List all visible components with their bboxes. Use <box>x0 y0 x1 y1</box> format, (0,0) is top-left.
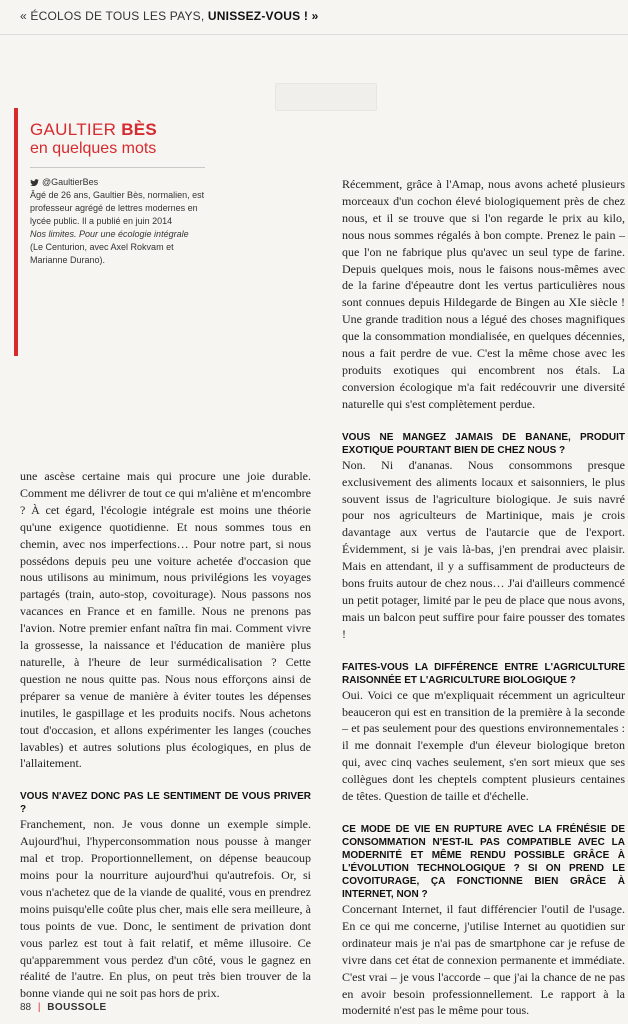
profile-accent-bar <box>14 108 18 356</box>
profile-name <box>30 120 210 139</box>
footer-separator: | <box>37 1002 41 1013</box>
left-column <box>20 468 311 1002</box>
answer-paragraph: Franchement, non. Je vous donne un exemple simple. Aujourd'hui, l'hyperconsommation nous pousse à manger mal et trop. Proportionnellement, on dépense beaucoup moins pour la nourriture aujourd'hui qu'autrefois. Or, si vous n'achetez que de la viande de qualité, vous en prendrez moins puisqu'elle coûte plus cher, mais elle sera meilleure, à tous points de vue. Donc, le sentiment de privation dont vous parlez est tout à fait relatif, et même illusoire. Ce qu'apparemment vous perdez d'un côté, vous le gagnez en réalité de l'autre. En plus, on peut très bien trouver de la bonne viande qui ne soit pas hors de prix. <box>20 817 311 1001</box>
profile-subtitle: en quelques mots <box>30 140 157 157</box>
question-heading: CE MODE DE VIE EN RUPTURE AVEC LA FRÉNÉSIE DE CONSOMMATION N'EST-IL PAS COMPATIBLE AVEC LA MODERNITÉ ET MÊME RENDU POSSIBLE GRÂCE À L'ÉVOLUTION TECHNOLOGIQUE ? SI ON PREND LE COVOITURAGE, ÇA FONCTIONNE BIEN GRÂCE À INTERNET, NON ? <box>342 824 625 900</box>
profile-bio-publisher: (Le Centurion, avec Axel Rokvam et Marianne Durano). <box>30 242 174 265</box>
twitter-handle: @GaultierBes <box>42 177 99 187</box>
profile-box <box>30 120 210 267</box>
profile-bio <box>30 189 210 267</box>
page-footer <box>20 1002 107 1013</box>
answer-paragraph: Concernant Internet, il faut différencier l'outil de l'usage. En ce qui me concerne, j'utilise Internet au quotidien sur ordinateur mais je n'ai pas de smartphone car je refuse de vivre dans cet état de connexion permanente et immédiate. C'est vrai – je vous l'accorde – que j'ai la chance de ne pas en avoir besoin professionnellement. Le rapport à la modernité n'est pas le même pour tous. <box>342 902 625 1018</box>
answer-paragraph: Non. Ni d'ananas. Nous consommons presque exclusivement des aliments locaux et saisonniers, le plus souvent issus de l'agriculture biologique. Je suis navré pour nos agriculteurs de Martinique, mais je crois davantage aux vertus de l'autarcie que de l'export. Évidemment, si je vais là-bas, j'en prendrai avec plaisir. Mais en attendant, il y a suffisamment de producteurs de bons fruits autour de chez nous… J'ai d'ailleurs commencé un petit potager, limité par le peu de place que nous avons, mais un balcon peut suffire pour faire pousser des tomates ! <box>342 457 625 641</box>
twitter-handle-line <box>30 176 210 189</box>
magazine-name: BOUSSOLE <box>47 1002 107 1013</box>
profile-divider <box>30 167 205 168</box>
bleed-through-title <box>192 138 622 172</box>
running-head-bold: UNISSEZ-VOUS ! » <box>207 9 319 23</box>
paragraph: Récemment, grâce à l'Amap, nous avons acheté plusieurs morceaux d'un cochon élevé biologiquement près de chez nous, et il se trouve que si l'on regarde le prix au kilo, nous nous sommes régalés à bon compte. Prenez le pain – que l'on ne fabrique plus qu'avec un seul type de farine. Depuis quelques mois, nous le faisons nous-mêmes avec de la farine d'épeautre dont les vertus particulières nous sont connues depuis Hildegarde de Bingen au XIe siècle ! Une grande tradition nous a légué des choses magnifiques que la consommation mondialisée, en quelques décennies, nous a fait perdre de vue. C'est la même chose avec les produits exotiques qui encombrent nos étals. La conversion écologique m'a fait redécouvrir une diversité naturelle qui s'est complètement perdue. <box>342 177 625 411</box>
running-head <box>20 9 318 23</box>
bleed-through-box <box>275 83 377 111</box>
paragraph: une ascèse certaine mais qui procure une joie durable. Comment me délivrer de tout ce qui m'aliène et m'encombre ? À cet égard, l'écologie intégrale est moins une théorie qu'une exigence quotidienne. Et nous sommes tous en chemin, avec nos imperfections… Pour notre part, si nous possédons depuis peu une voiture achetée d'occasion que nous utilisons au minimum, nous privilégions les voyages partagés (train, auto-stop, covoiturage). Nous passons nos vacances en France et en famille. Nous ne prenons pas l'avion. Notre premier enfant naîtra fin mai. Comment vivre la grossesse, la naissance et l'éducation de manière plus naturelle, à l'heure de leur surmédicalisation ? Cette question ne nous quitte pas. Nous nous efforçons ainsi de préparer sa venue de manière à éviter toutes les dépenses inutiles, le gaspillage et les produits nocifs. Nous achetons tout d'occasion, et allons expérimenter les langes (couches lavables) et autres solutions plus écologiques, en plus de l'allaitement. <box>20 469 311 771</box>
question-heading: VOUS N'AVEZ DONC PAS LE SENTIMENT DE VOUS PRIVER ? <box>20 791 311 816</box>
profile-bio-text: Âgé de 26 ans, Gaultier Bès, normalien, est professeur agrégé de lettres modernes en lycée public. Il a publié en juin 2014 <box>30 190 205 226</box>
twitter-bird-icon <box>30 179 39 186</box>
running-head-prefix: « ÉCOLOS DE TOUS LES PAYS, <box>20 9 208 23</box>
answer-paragraph: Oui. Voici ce que m'expliquait récemment un agriculteur beauceron qui est en transition de la première à la seconde – et pas seulement pour des questions environnementales : il me donnait l'exemple d'un éleveur biologique breton qui, avec cinq vaches seulement, s'en sort mieux que ses collègues dont les cheptels comptent plusieurs centaines de têtes. Question de taille et d'échelle. <box>342 687 625 804</box>
question-heading: FAITES-VOUS LA DIFFÉRENCE ENTRE L'AGRICULTURE RAISONNÉE ET L'AGRICULTURE BIOLOGIQUE ? <box>342 661 625 686</box>
right-column <box>342 176 625 1019</box>
profile-book-title: Nos limites. Pour une écologie intégrale <box>30 229 189 239</box>
profile-last-name: BÈS <box>121 120 158 139</box>
profile-first-name: GAULTIER <box>30 120 122 139</box>
header-band <box>0 0 628 35</box>
question-heading: VOUS NE MANGEZ JAMAIS DE BANANE, PRODUIT EXOTIQUE POURTANT BIEN DE CHEZ NOUS ? <box>342 431 625 456</box>
page-number: 88 <box>20 1002 32 1013</box>
